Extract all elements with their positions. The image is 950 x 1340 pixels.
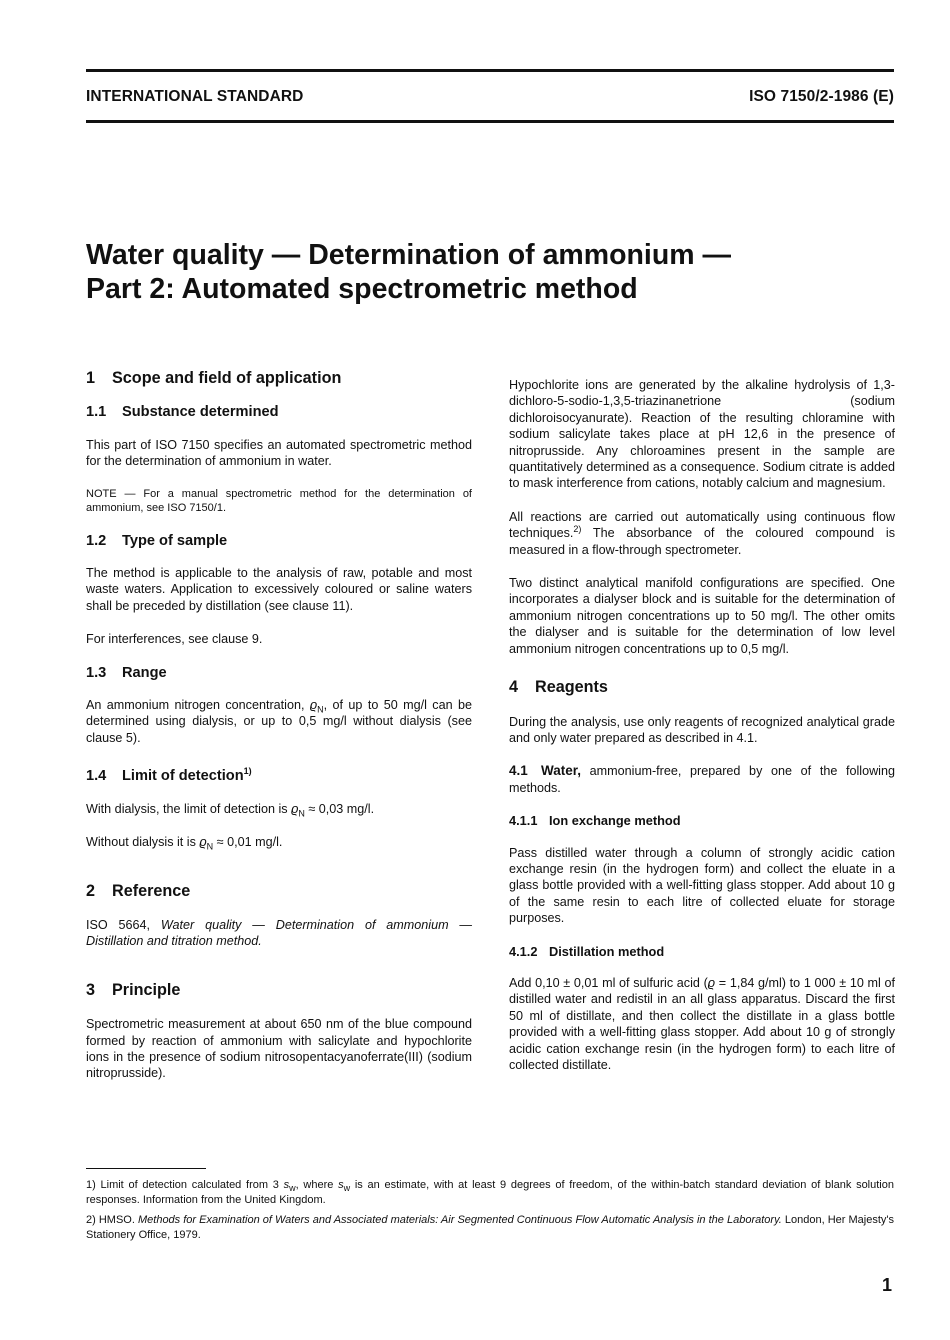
- section-1-heading: 1 Scope and field of application: [86, 369, 342, 387]
- document-type: INTERNATIONAL STANDARD: [86, 88, 304, 105]
- document-reference: ISO 7150/2-1986 (E): [749, 88, 894, 105]
- section-4-1-1-text: Pass distilled water through a column of strongly acidic cation exchange resin (in the hydrogen form) and collect the eluate in a glass bottle provided with a well-fitting glass stopper. Add about 10 g of the same resin to each litre of collected eluate for storage purposes.: [509, 845, 895, 926]
- section-4-1-1-heading: 4.1.1 Ion exchange method: [509, 813, 681, 829]
- section-2-heading: 2 Reference: [86, 881, 191, 900]
- right-column: [509, 377, 895, 1090]
- section-1-3-heading: 1.3 Range: [86, 664, 167, 681]
- title-line-1: Water quality — Determination of ammonium —: [86, 239, 732, 271]
- page-title: [86, 238, 731, 306]
- section-1-4-text-no-dialysis: Without dialysis it is $ϱ_N \approx 0,01$ mg/l.: [86, 835, 283, 852]
- footnote-2: 2) HMSO. Methods for Examination of Waters and Associated materials: Air Segmented Continuous Flow Automatic Analysis in the Laboratory. London, Her Majesty's Stationery Office, 1979.: [86, 1214, 895, 1241]
- section-1-2-heading: 1.2 Type of sample: [86, 532, 228, 549]
- footnote-1: 1) Limit of detection calculated from 3 $s_w$, where $s_w$ is an estimate, with at least 9 degrees of freedom, of the within-batch standard deviation of blank solution responses. Information from the United Kingdom.: [86, 1179, 894, 1206]
- section-2-text: ISO 5664, Water quality — Determination of ammonium — Distillation and titration method.: [86, 917, 472, 949]
- section-1-3-text: An ammonium nitrogen concentration, $ϱ_N$, of up to 50 mg/l can be determined using dialysis, or up to 0,5 mg/l without dialysis (see clause 5).: [86, 698, 472, 745]
- left-column: [86, 370, 472, 1099]
- section-3-paragraph-3: All reactions are carried out automatically using continuous flow techniques.$^{2)}$ The absorbance of the coloured compound is measured in a flow-through spectrometer.: [509, 509, 895, 557]
- section-1-2-text: The method is applicable to the analysis of raw, potable and most waste waters. Application to excessively coloured or saline waters shall be preceded by distillation (see clause 11).: [86, 566, 472, 613]
- section-1-1-heading: 1.1 Substance determined: [86, 404, 279, 421]
- footnote-separator: [86, 1168, 206, 1169]
- page-number: 1: [881, 1275, 892, 1295]
- section-1-1-text: This part of ISO 7150 specifies an automated spectrometric method for the determination of ammonium in water.: [86, 437, 472, 469]
- section-3-text: Spectrometric measurement at about 650 nm of the blue compound formed by reaction of ammonium with salicylate and hypochlorite ions in the presence of sodium nitrosopentacyanoferrate(III) (sodium nitroprusside).: [86, 1017, 472, 1081]
- section-1-2-interferences: For interferences, see clause 9.: [86, 632, 263, 647]
- header-bottom-rule: [86, 120, 894, 123]
- footnotes: [86, 1178, 894, 1248]
- section-1-4-heading: 1.4 Limit of detection$^{1)}$: [86, 766, 252, 785]
- section-3-paragraph-2: Hypochlorite ions are generated by the alkaline hydrolysis of 1,3-dichloro-5-sodio-1,3,5-triazinanetrione (sodium dichloroisocyanurate). Reaction of the resulting chloramine with sodium salicylate takes place at pH 12,6 in the presence of nitroprusside. Any chloroamines present in the sample are quantitatively determined as a consequence. Sodium citrate is added to mask interference from cations, notably calcium and magnesium.: [509, 378, 895, 491]
- section-3-heading: 3 Principle: [86, 980, 181, 999]
- section-4-heading: 4 Reagents: [509, 678, 608, 697]
- section-4-1-2-text: Add 0,10 ± 0,01 ml of sulfuric acid (ϱ = 1,84 g/ml) to 1 000 ± 10 ml of distilled water and redistil in an all glass apparatus. Discard the first 50 ml of distillate, and then collect the distillate in a glass bottle provided with a well-fitting glass stopper. Add about 10 g of strongly acidic cation exchange resin (in the hydrogen form) to each litre of collected distillate.: [509, 975, 896, 1072]
- title-line-2: Part 2: Automated spectrometric method: [86, 273, 638, 305]
- section-4-1-2-heading: 4.1.2 Distillation method: [509, 943, 665, 959]
- section-1-4-text-dialysis: With dialysis, the limit of detection is $ϱ_N \approx 0,03$ mg/l.: [86, 801, 375, 819]
- section-3-paragraph-4: Two distinct analytical manifold configurations are specified. One incorporates a dialyser block and is suitable for the determination of ammonium nitrogen concentrations up to 50 mg/l. The other omits the dialyser and is suitable for the determination of low level ammonium nitrogen concentrations up to 0,5 mg/l.: [509, 576, 895, 656]
- header-top-rule: [86, 69, 894, 72]
- section-4-text: During the analysis, use only reagents of recognized analytical grade and only water prepared as described in 4.1.: [509, 714, 895, 745]
- section-1-1-note: NOTE — For a manual spectrometric method for the determination of ammonium, see ISO 7150/1.: [86, 487, 472, 515]
- section-4-1-text: 4.1 Water, ammonium-free, prepared by one of the following methods.: [509, 763, 895, 795]
